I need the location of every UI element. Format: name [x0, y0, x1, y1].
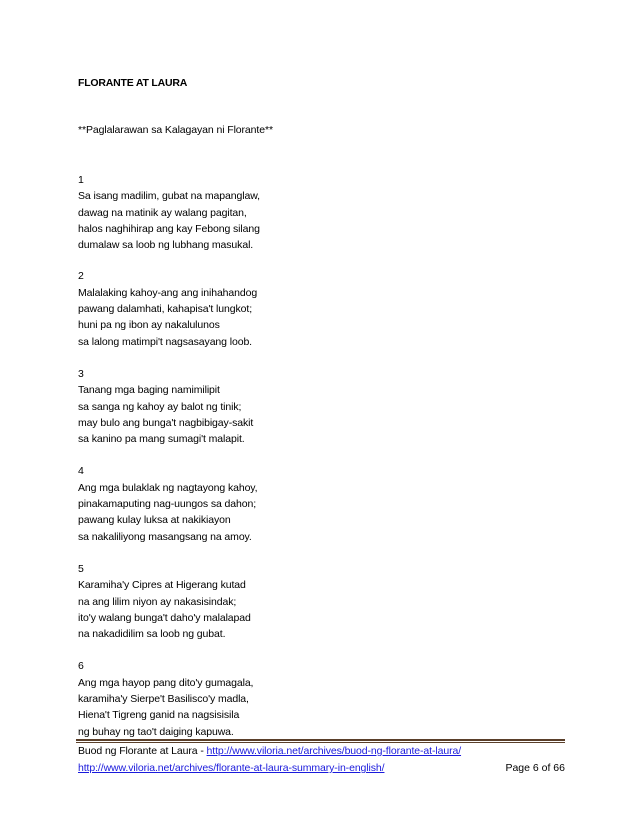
stanza-number: 2 [78, 270, 84, 283]
verse-line: pinakamaputing nag-uungos sa dahon; [78, 498, 257, 511]
verse-line: na nakadidilim sa loob ng gubat. [78, 628, 226, 641]
verse-line: sa kanino pa mang sumagi't malapit. [78, 433, 245, 446]
verse-line: ng buhay ng tao't daiging kapuwa. [78, 725, 234, 738]
verse-line: may bulo ang bunga't nagbibigay-sakit [78, 416, 254, 429]
stanza-number: 4 [78, 465, 84, 478]
verse-line: sa nakaliliyong masangsang na amoy. [78, 530, 252, 543]
footer-source-label: Buod ng Florante at Laura - [78, 745, 207, 757]
verse-line: dumalaw sa loob ng lubhang masukal. [78, 239, 254, 252]
verse-line: na ang lilim niyon ay nakasisindak; [78, 595, 237, 608]
stanza-2 [78, 268, 558, 349]
stanza-6 [78, 658, 558, 739]
verse-line: dawag na matinik ay walang pagitan, [78, 206, 247, 219]
footer-source-line-2 [78, 762, 384, 774]
footer-link-summary-english[interactable]: http://www.viloria.net/archives/florante-at-laura-summary-in-english/ [78, 762, 385, 774]
stanza-number: 6 [78, 660, 84, 673]
verse-line: sa sanga ng kahoy ay balot ng tinik; [78, 400, 242, 413]
stanza-number: 5 [78, 562, 84, 575]
verse-line: karamiha'y Sierpe't Basilisco'y madla, [78, 693, 249, 706]
stanza-number: 3 [78, 367, 84, 380]
footer-divider [76, 739, 565, 741]
footer-source-line [78, 745, 461, 757]
verse-line: sa lalong matimpi't nagsasayang loob. [78, 335, 252, 348]
verse-line: pawang kulay luksa at nakikiayon [78, 514, 231, 527]
page-number: Page 6 of 66 [505, 762, 565, 774]
verse-line: Tanang mga baging namimilipit [78, 384, 220, 397]
verse-line: Malalaking kahoy-ang ang inihahandog [78, 286, 258, 299]
stanza-4 [78, 463, 558, 544]
verse-line: halos naghihirap ang kay Febong silang [78, 222, 260, 235]
verse-line: Ang mga bulaklak ng nagtayong kahoy, [78, 481, 258, 494]
verse-line: ito'y walang bunga't daho'y malalapad [78, 611, 251, 624]
stanza-number: 1 [78, 174, 84, 186]
verse-line: Ang mga hayop pang dito'y gumagala, [78, 676, 254, 689]
stanza-1 [78, 172, 558, 253]
verse-line: Sa isang madilim, gubat na mapanglaw, [78, 190, 260, 203]
verse-line: pawang dalamhati, kahapisa't lungkot; [78, 303, 253, 316]
poem-body [78, 172, 558, 756]
document-subtitle: **Paglalarawan sa Kalagayan ni Florante** [78, 124, 273, 136]
footer-divider-thin [76, 742, 565, 743]
footer-link-buod[interactable]: http://www.viloria.net/archives/buod-ng-florante-at-laura/ [206, 745, 462, 757]
document-title: FLORANTE AT LAURA [78, 77, 188, 89]
verse-line: Karamiha'y Cipres at Higerang kutad [78, 579, 246, 592]
stanza-3 [78, 366, 558, 447]
verse-line: huni pa ng ibon ay nakalulunos [78, 319, 220, 332]
stanza-5 [78, 561, 558, 642]
verse-line: Hiena't Tigreng ganid na nagsisisila [78, 709, 240, 722]
